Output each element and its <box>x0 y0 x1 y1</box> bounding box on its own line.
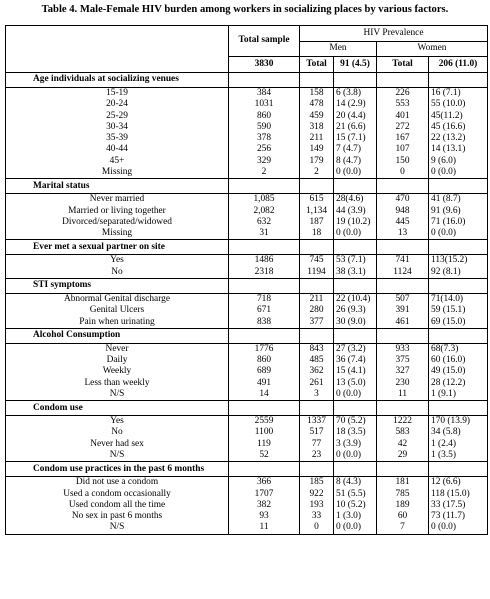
section-title: STI symptoms <box>6 278 229 293</box>
empty-cell <box>429 240 488 255</box>
table-row <box>6 255 488 267</box>
table-row <box>6 293 488 305</box>
row-label: Pain when urinating <box>6 317 229 329</box>
empty-cell <box>300 328 334 343</box>
total-sample-cell: 382 <box>229 500 300 511</box>
men-total-cell: 0 <box>300 522 334 534</box>
table-row <box>6 122 488 133</box>
men-positive-cell: 26 (9.3) <box>334 305 377 316</box>
women-positive-cell: 68(7.3) <box>429 343 488 355</box>
empty-cell <box>377 240 429 255</box>
empty-cell <box>229 401 300 416</box>
empty-cell <box>229 73 300 88</box>
total-sample-cell: 590 <box>229 122 300 133</box>
empty-cell <box>429 179 488 194</box>
men-positive-cell: 51 (5.5) <box>334 489 377 500</box>
men-positive-cell: 0 (0.0) <box>334 389 377 401</box>
women-total-cell: 391 <box>377 305 429 316</box>
empty-cell <box>229 462 300 477</box>
table-caption: Table 4. Male-Female HIV burden among workers in socializing places by various factors. <box>41 4 449 15</box>
row-label: 20-24 <box>6 99 229 110</box>
women-positive-cell: 55 (10.0) <box>429 99 488 110</box>
women-total-cell: 181 <box>377 477 429 489</box>
total-sample-cell: 632 <box>229 217 300 228</box>
table-row <box>6 228 488 240</box>
women-positive-cell: 118 (15.0) <box>429 489 488 500</box>
table-row <box>6 217 488 228</box>
total-sample-cell: 14 <box>229 389 300 401</box>
row-label: No <box>6 427 229 438</box>
row-label: Yes <box>6 416 229 428</box>
men-total-cell: 18 <box>300 228 334 240</box>
total-sample-cell: 718 <box>229 293 300 305</box>
empty-cell <box>377 73 429 88</box>
women-total-cell: 0 <box>377 167 429 179</box>
women-positive-cell: 45(11.2) <box>429 111 488 122</box>
men-positive-cell: 6 (3.8) <box>334 88 377 100</box>
men-total-cell: 261 <box>300 378 334 389</box>
men-positive-cell: 27 (3.2) <box>334 343 377 355</box>
men-positive-cell: 36 (7.4) <box>334 355 377 366</box>
row-label: Abnormal Genital discharge <box>6 293 229 305</box>
row-label: No sex in past 6 months <box>6 511 229 522</box>
women-positive-cell: 0 (0.0) <box>429 167 488 179</box>
table-row <box>6 439 488 450</box>
table-row <box>6 167 488 179</box>
section-row <box>6 278 488 293</box>
men-positive-cell: 10 (5.2) <box>334 500 377 511</box>
women-positive-cell: 33 (17.5) <box>429 500 488 511</box>
row-label: 35-39 <box>6 133 229 144</box>
table-row <box>6 378 488 389</box>
men-total-cell: 280 <box>300 305 334 316</box>
men-positive-cell: 1 (3.0) <box>334 511 377 522</box>
section-title: Ever met a sexual partner on site <box>6 240 229 255</box>
women-total-cell: 933 <box>377 343 429 355</box>
empty-cell <box>300 240 334 255</box>
men-positive-cell: 14 (2.9) <box>334 99 377 110</box>
row-label: N/S <box>6 450 229 462</box>
women-total-cell: 226 <box>377 88 429 100</box>
men-total-header: Total <box>300 57 334 73</box>
row-label: 30-34 <box>6 122 229 133</box>
empty-cell <box>334 179 377 194</box>
section-title: Alcohol Consumption <box>6 328 229 343</box>
header-row-3 <box>6 57 488 73</box>
women-positive-cell: 22 (13.2) <box>429 133 488 144</box>
men-total-cell: 179 <box>300 156 334 167</box>
men-total-cell: 1337 <box>300 416 334 428</box>
men-total-cell: 459 <box>300 111 334 122</box>
total-sample-cell: 329 <box>229 156 300 167</box>
empty-cell <box>300 73 334 88</box>
total-sample-cell: 860 <box>229 111 300 122</box>
row-label: Divorced/separated/widowed <box>6 217 229 228</box>
row-label: 40-44 <box>6 144 229 155</box>
women-positive-cell: 73 (11.7) <box>429 511 488 522</box>
table-row <box>6 511 488 522</box>
men-positive-cell: 30 (9.0) <box>334 317 377 329</box>
men-positive-cell: 13 (5.0) <box>334 378 377 389</box>
women-positive-cell: 9 (6.0) <box>429 156 488 167</box>
women-positive-cell: 41 (8.7) <box>429 194 488 206</box>
table-row <box>6 267 488 279</box>
women-positive-cell: 34 (5.8) <box>429 427 488 438</box>
women-total-cell: 189 <box>377 500 429 511</box>
table-row <box>6 88 488 100</box>
total-sample-cell: 1707 <box>229 489 300 500</box>
men-total-cell: 478 <box>300 99 334 110</box>
section-title: Condom use <box>6 401 229 416</box>
women-positive-cell: 0 (0.0) <box>429 228 488 240</box>
men-total-cell: 1194 <box>300 267 334 279</box>
women-positive-cell: 49 (15.0) <box>429 366 488 377</box>
women-total-cell: 167 <box>377 133 429 144</box>
women-positive-cell: 1 (2.4) <box>429 439 488 450</box>
total-sample-cell: 491 <box>229 378 300 389</box>
row-label: Missing <box>6 167 229 179</box>
row-label: Never married <box>6 194 229 206</box>
men-total-cell: 211 <box>300 293 334 305</box>
women-positive-cell: 92 (8.1) <box>429 267 488 279</box>
women-total-cell: 948 <box>377 206 429 217</box>
total-sample-cell: 366 <box>229 477 300 489</box>
women-positive-cell: 60 (16.0) <box>429 355 488 366</box>
women-total-cell: 107 <box>377 144 429 155</box>
men-total-cell: 318 <box>300 122 334 133</box>
empty-cell <box>334 462 377 477</box>
men-positive-cell: 38 (3.1) <box>334 267 377 279</box>
header-row-1 <box>6 26 488 42</box>
hiv-burden-table <box>5 25 488 535</box>
men-total-cell: 211 <box>300 133 334 144</box>
empty-cell <box>429 401 488 416</box>
men-positive-cell: 0 (0.0) <box>334 522 377 534</box>
table-row <box>6 389 488 401</box>
men-positive-cell: 7 (4.7) <box>334 144 377 155</box>
men-total-cell: 185 <box>300 477 334 489</box>
empty-cell <box>300 278 334 293</box>
women-total-cell: 272 <box>377 122 429 133</box>
total-sample-cell: 93 <box>229 511 300 522</box>
table-row <box>6 489 488 500</box>
women-positive-cell: 16 (7.1) <box>429 88 488 100</box>
empty-cell <box>377 278 429 293</box>
total-sample-cell: 1100 <box>229 427 300 438</box>
empty-cell <box>300 462 334 477</box>
row-label: 25-29 <box>6 111 229 122</box>
men-total-cell: 187 <box>300 217 334 228</box>
men-positive-cell: 70 (5.2) <box>334 416 377 428</box>
men-total-cell: 149 <box>300 144 334 155</box>
table-row <box>6 156 488 167</box>
table-row <box>6 99 488 110</box>
women-positive-cell: 59 (15.1) <box>429 305 488 316</box>
women-total-cell: 461 <box>377 317 429 329</box>
women-positive-cell: 69 (15.0) <box>429 317 488 329</box>
women-total-cell: 507 <box>377 293 429 305</box>
total-sample-cell: 378 <box>229 133 300 144</box>
empty-cell <box>229 240 300 255</box>
section-row <box>6 73 488 88</box>
row-label: N/S <box>6 389 229 401</box>
men-positive-cell: 53 (7.1) <box>334 255 377 267</box>
row-label: Weekly <box>6 366 229 377</box>
women-total-cell: 230 <box>377 378 429 389</box>
section-row <box>6 462 488 477</box>
row-label: N/S <box>6 522 229 534</box>
women-total-cell: 741 <box>377 255 429 267</box>
empty-cell <box>229 278 300 293</box>
women-total-cell: 42 <box>377 439 429 450</box>
table-row <box>6 317 488 329</box>
women-total-cell: 1222 <box>377 416 429 428</box>
total-sample-cell: 1031 <box>229 99 300 110</box>
table-row <box>6 477 488 489</box>
empty-cell <box>377 462 429 477</box>
women-total-cell: 445 <box>377 217 429 228</box>
women-total-cell: 1124 <box>377 267 429 279</box>
women-total-cell: 583 <box>377 427 429 438</box>
row-label: Used condom all the time <box>6 500 229 511</box>
empty-cell <box>377 179 429 194</box>
men-total-cell: 922 <box>300 489 334 500</box>
row-label: Yes <box>6 255 229 267</box>
section-title: Age individuals at socializing venues <box>6 73 229 88</box>
women-total-cell: 29 <box>377 450 429 462</box>
women-positive-cell: 14 (13.1) <box>429 144 488 155</box>
table-row <box>6 366 488 377</box>
men-positive-cell: 28(4.6) <box>334 194 377 206</box>
empty-cell <box>300 179 334 194</box>
women-total-header: Total <box>377 57 429 73</box>
total-sample-cell: 1776 <box>229 343 300 355</box>
men-positive-header: 91 (4.5) <box>334 57 377 73</box>
men-total-cell: 485 <box>300 355 334 366</box>
men-positive-cell: 19 (10.2) <box>334 217 377 228</box>
table-row <box>6 355 488 366</box>
row-label: Missing <box>6 228 229 240</box>
table-row <box>6 111 488 122</box>
empty-cell <box>429 278 488 293</box>
row-label: 15-19 <box>6 88 229 100</box>
women-positive-cell: 12 (6.6) <box>429 477 488 489</box>
men-total-cell: 615 <box>300 194 334 206</box>
total-sample-cell: 119 <box>229 439 300 450</box>
hiv-prevalence-header: HIV Prevalence <box>300 26 488 42</box>
section-row <box>6 328 488 343</box>
table-row <box>6 427 488 438</box>
total-sample-cell: 2 <box>229 167 300 179</box>
total-sample-cell: 11 <box>229 522 300 534</box>
men-positive-cell: 21 (6.6) <box>334 122 377 133</box>
total-sample-cell: 31 <box>229 228 300 240</box>
table-row <box>6 522 488 534</box>
men-total-cell: 362 <box>300 366 334 377</box>
row-label: Married or living together <box>6 206 229 217</box>
men-total-cell: 377 <box>300 317 334 329</box>
women-positive-cell: 45 (16.6) <box>429 122 488 133</box>
women-positive-cell: 71(14.0) <box>429 293 488 305</box>
empty-cell <box>334 328 377 343</box>
women-total-cell: 13 <box>377 228 429 240</box>
women-positive-cell: 1 (9.1) <box>429 389 488 401</box>
women-total-cell: 470 <box>377 194 429 206</box>
women-positive-cell: 113(15.2) <box>429 255 488 267</box>
women-header: Women <box>377 42 488 57</box>
men-total-cell: 1,134 <box>300 206 334 217</box>
men-total-cell: 843 <box>300 343 334 355</box>
men-total-cell: 33 <box>300 511 334 522</box>
men-positive-cell: 0 (0.0) <box>334 167 377 179</box>
row-label: Never <box>6 343 229 355</box>
men-positive-cell: 15 (4.1) <box>334 366 377 377</box>
women-positive-cell: 170 (13.9) <box>429 416 488 428</box>
table-row <box>6 144 488 155</box>
total-sample-cell: 838 <box>229 317 300 329</box>
table-row <box>6 343 488 355</box>
row-label: No <box>6 267 229 279</box>
empty-cell <box>334 278 377 293</box>
men-total-cell: 23 <box>300 450 334 462</box>
men-header: Men <box>300 42 377 57</box>
men-total-cell: 517 <box>300 427 334 438</box>
empty-cell <box>334 73 377 88</box>
women-total-cell: 785 <box>377 489 429 500</box>
total-sample-cell: 1486 <box>229 255 300 267</box>
women-total-cell: 401 <box>377 111 429 122</box>
section-title: Condom use practices in the past 6 months <box>6 462 229 477</box>
total-sample-cell: 671 <box>229 305 300 316</box>
men-positive-cell: 0 (0.0) <box>334 450 377 462</box>
women-positive-cell: 28 (12.2) <box>429 378 488 389</box>
men-total-cell: 745 <box>300 255 334 267</box>
empty-cell <box>334 240 377 255</box>
total-sample-cell: 256 <box>229 144 300 155</box>
men-total-cell: 77 <box>300 439 334 450</box>
empty-cell <box>229 328 300 343</box>
women-positive-cell: 1 (3.5) <box>429 450 488 462</box>
men-positive-cell: 22 (10.4) <box>334 293 377 305</box>
row-label: 45+ <box>6 156 229 167</box>
empty-cell <box>229 179 300 194</box>
total-sample-cell: 2559 <box>229 416 300 428</box>
table-row <box>6 450 488 462</box>
women-total-cell: 327 <box>377 366 429 377</box>
women-total-cell: 150 <box>377 156 429 167</box>
row-label: Daily <box>6 355 229 366</box>
men-positive-cell: 20 (4.4) <box>334 111 377 122</box>
women-positive-cell: 91 (9.6) <box>429 206 488 217</box>
table-row <box>6 305 488 316</box>
men-total-cell: 158 <box>300 88 334 100</box>
table-row <box>6 416 488 428</box>
total-sample-cell: 384 <box>229 88 300 100</box>
men-positive-cell: 8 (4.7) <box>334 156 377 167</box>
women-total-cell: 553 <box>377 99 429 110</box>
row-label: Used a condom occasionally <box>6 489 229 500</box>
table-row <box>6 194 488 206</box>
total-sample-cell: 2318 <box>229 267 300 279</box>
total-sample-header: Total sample <box>229 26 300 57</box>
empty-cell <box>429 73 488 88</box>
section-title: Marital status <box>6 179 229 194</box>
empty-cell <box>429 328 488 343</box>
total-sample-cell: 2,082 <box>229 206 300 217</box>
men-positive-cell: 15 (7.1) <box>334 133 377 144</box>
women-positive-header: 206 (11.0) <box>429 57 488 73</box>
empty-cell <box>377 328 429 343</box>
row-label: Less than weekly <box>6 378 229 389</box>
section-row <box>6 179 488 194</box>
empty-cell <box>377 401 429 416</box>
women-total-cell: 7 <box>377 522 429 534</box>
men-positive-cell: 8 (4.3) <box>334 477 377 489</box>
men-total-cell: 3 <box>300 389 334 401</box>
men-positive-cell: 3 (3.9) <box>334 439 377 450</box>
women-positive-cell: 71 (16.0) <box>429 217 488 228</box>
row-label: Never had sex <box>6 439 229 450</box>
total-sample-cell: 1,085 <box>229 194 300 206</box>
table-row <box>6 500 488 511</box>
total-sample-cell: 52 <box>229 450 300 462</box>
women-positive-cell: 0 (0.0) <box>429 522 488 534</box>
table-row <box>6 206 488 217</box>
section-row <box>6 401 488 416</box>
women-total-cell: 375 <box>377 355 429 366</box>
section-row <box>6 240 488 255</box>
row-label: Genital Ulcers <box>6 305 229 316</box>
total-sample-cell: 860 <box>229 355 300 366</box>
men-positive-cell: 0 (0.0) <box>334 228 377 240</box>
table-row <box>6 133 488 144</box>
empty-cell <box>300 401 334 416</box>
total-sample-value: 3830 <box>229 57 300 73</box>
men-positive-cell: 18 (3.5) <box>334 427 377 438</box>
total-sample-cell: 689 <box>229 366 300 377</box>
row-label: Did not use a condom <box>6 477 229 489</box>
men-total-cell: 2 <box>300 167 334 179</box>
men-total-cell: 193 <box>300 500 334 511</box>
women-total-cell: 11 <box>377 389 429 401</box>
empty-cell <box>429 462 488 477</box>
men-positive-cell: 44 (3.9) <box>334 206 377 217</box>
empty-cell <box>334 401 377 416</box>
women-total-cell: 60 <box>377 511 429 522</box>
